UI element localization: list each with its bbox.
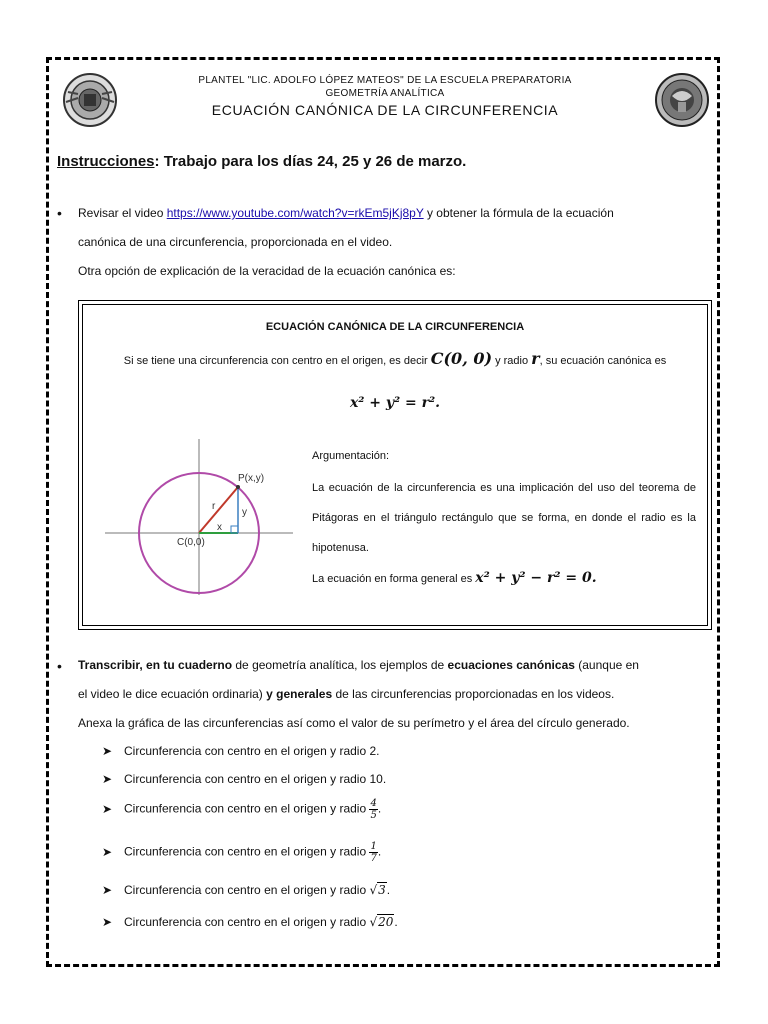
list-item-prefix: Circunferencia con centro en el origen y radio — [124, 915, 370, 929]
fraction-value — [369, 798, 377, 821]
box-intro-post: , su ecuación canónica es — [539, 355, 667, 367]
school-name: PLANTEL "LIC. ADOLFO LÓPEZ MATEOS" DE LA ESCUELA PREPARATORIA — [198, 75, 572, 86]
fraction-numerator: 4 — [370, 798, 377, 809]
sqrt-radicand: 3 — [378, 883, 386, 897]
radius-notation: r — [531, 349, 540, 368]
list-item: ➤ Circunferencia con centro en el origen y radio $\frac{4}{5}$ . — [102, 798, 382, 821]
bullet1-line3: Otra opción de explicación de la veracidad de la ecuación canónica es: — [78, 264, 456, 278]
argument-title: Argumentación: — [312, 450, 390, 462]
general-pre: La ecuación en forma general es — [312, 573, 476, 585]
list-item: ➤ Circunferencia con centro en el origen y radio $\frac{1}{7}$ . — [102, 841, 382, 864]
sqrt-radicand: 20 — [378, 915, 394, 929]
list-item-value: 10. — [369, 772, 387, 786]
general-equation-line — [312, 570, 597, 586]
bullet1-paragraph — [78, 199, 714, 286]
bullet2-bold3: y generales — [266, 687, 333, 701]
argument-text: La ecuación de la circunferencia es una implicación del uso del teorema de Pitágoras en el triángulo rectángulo que se forma, en donde el radio es la hipotenusa. — [312, 482, 696, 554]
sqrt-value: √20 — [369, 915, 394, 929]
point-p — [236, 485, 240, 489]
point-label: P(x,y) — [238, 473, 265, 484]
list-item-value: 2. — [369, 744, 380, 758]
list-item — [102, 744, 379, 758]
center-notation: C(0, 0) — [430, 349, 493, 368]
bullet-dot: • — [57, 205, 62, 221]
box-intro-mid: y radio — [492, 355, 532, 367]
list-item — [102, 772, 386, 786]
subject-name: GEOMETRÍA ANALÍTICA — [325, 88, 445, 99]
list-item-prefix: Circunferencia con centro en el origen y radio — [124, 801, 370, 816]
arrow-bullet-icon: ➤ — [102, 744, 113, 758]
list-item-prefix: Circunferencia con centro en el origen y radio — [124, 772, 370, 786]
bullet2-text2: (aunque en — [574, 658, 639, 672]
list-item-prefix: Circunferencia con centro en el origen y radio — [124, 883, 370, 897]
box-intro-line — [83, 349, 707, 368]
list-item-prefix: Circunferencia con centro en el origen y radio — [124, 844, 370, 859]
fraction-numerator: 1 — [370, 841, 377, 852]
right-angle-mark — [231, 526, 238, 533]
instructions-label: Instrucciones — [57, 153, 155, 170]
y-label: y — [242, 507, 247, 518]
university-seal-right-icon — [654, 72, 710, 128]
sqrt-value: √3 — [369, 883, 386, 897]
bullet2-line2a: el video le dice ecuación ordinaria) — [78, 687, 267, 701]
center-label: C(0,0) — [177, 537, 205, 548]
canonical-equation: x² + y² = r². — [349, 395, 441, 411]
bullet2-line2b: de las circunferencias proporcionadas en los videos. — [332, 687, 615, 701]
bullet1-pre: Revisar el video — [78, 206, 167, 220]
bullet2-paragraph — [78, 651, 714, 738]
school-seal-left-icon — [62, 72, 118, 128]
r-label: r — [212, 501, 216, 512]
x-label: x — [217, 522, 222, 533]
arrow-bullet-icon: ➤ — [102, 801, 113, 816]
list-item: ➤ Circunferencia con centro en el origen y radio √20. — [102, 915, 398, 929]
list-item: ➤ Circunferencia con centro en el origen y radio √3. — [102, 883, 391, 897]
fraction-denominator: 7 — [370, 853, 377, 864]
bullet2-line3: Anexa la gráfica de las circunferencias así como el valor de su perímetro y el área del círculo generado. — [78, 716, 630, 730]
document-header — [120, 74, 650, 118]
bullet1-line2: canónica de una circunferencia, proporcionada en el video. — [78, 235, 393, 249]
youtube-video-link[interactable]: https://www.youtube.com/watch?v=rkEm5jKj8pY — [166, 206, 424, 220]
document-title: ECUACIÓN CANÓNICA DE LA CIRCUNFERENCIA — [211, 102, 559, 118]
arrow-bullet-icon: ➤ — [102, 844, 113, 859]
instructions-heading — [57, 153, 466, 170]
box-intro-pre: Si se tiene una circunferencia con centro en el origen, es decir — [123, 355, 431, 367]
bullet2-bold1: Transcribir, en tu cuaderno — [78, 658, 233, 672]
box-title: ECUACIÓN CANÓNICA DE LA CIRCUNFERENCIA — [265, 321, 525, 333]
arrow-bullet-icon: ➤ — [102, 883, 113, 897]
fraction-denominator: 5 — [370, 810, 377, 821]
instructions-text: : Trabajo para los días 24, 25 y 26 de marzo. — [154, 153, 467, 170]
list-item-prefix: Circunferencia con centro en el origen y radio — [124, 744, 370, 758]
explanation-box — [78, 300, 712, 630]
arrow-bullet-icon: ➤ — [102, 915, 113, 929]
arrow-bullet-icon: ➤ — [102, 772, 113, 786]
bullet2-text1: de geometría analítica, los ejemplos de — [232, 658, 448, 672]
explanation-box-inner — [82, 304, 708, 626]
fraction-value — [369, 841, 377, 864]
bullet1-post: y obtener la fórmula de la ecuación — [423, 206, 614, 220]
bullet2-bold2: ecuaciones canónicas — [447, 658, 575, 672]
circle-diagram — [105, 437, 295, 597]
general-equation: x² + y² − r² = 0. — [475, 570, 597, 586]
bullet-dot: • — [57, 658, 62, 674]
